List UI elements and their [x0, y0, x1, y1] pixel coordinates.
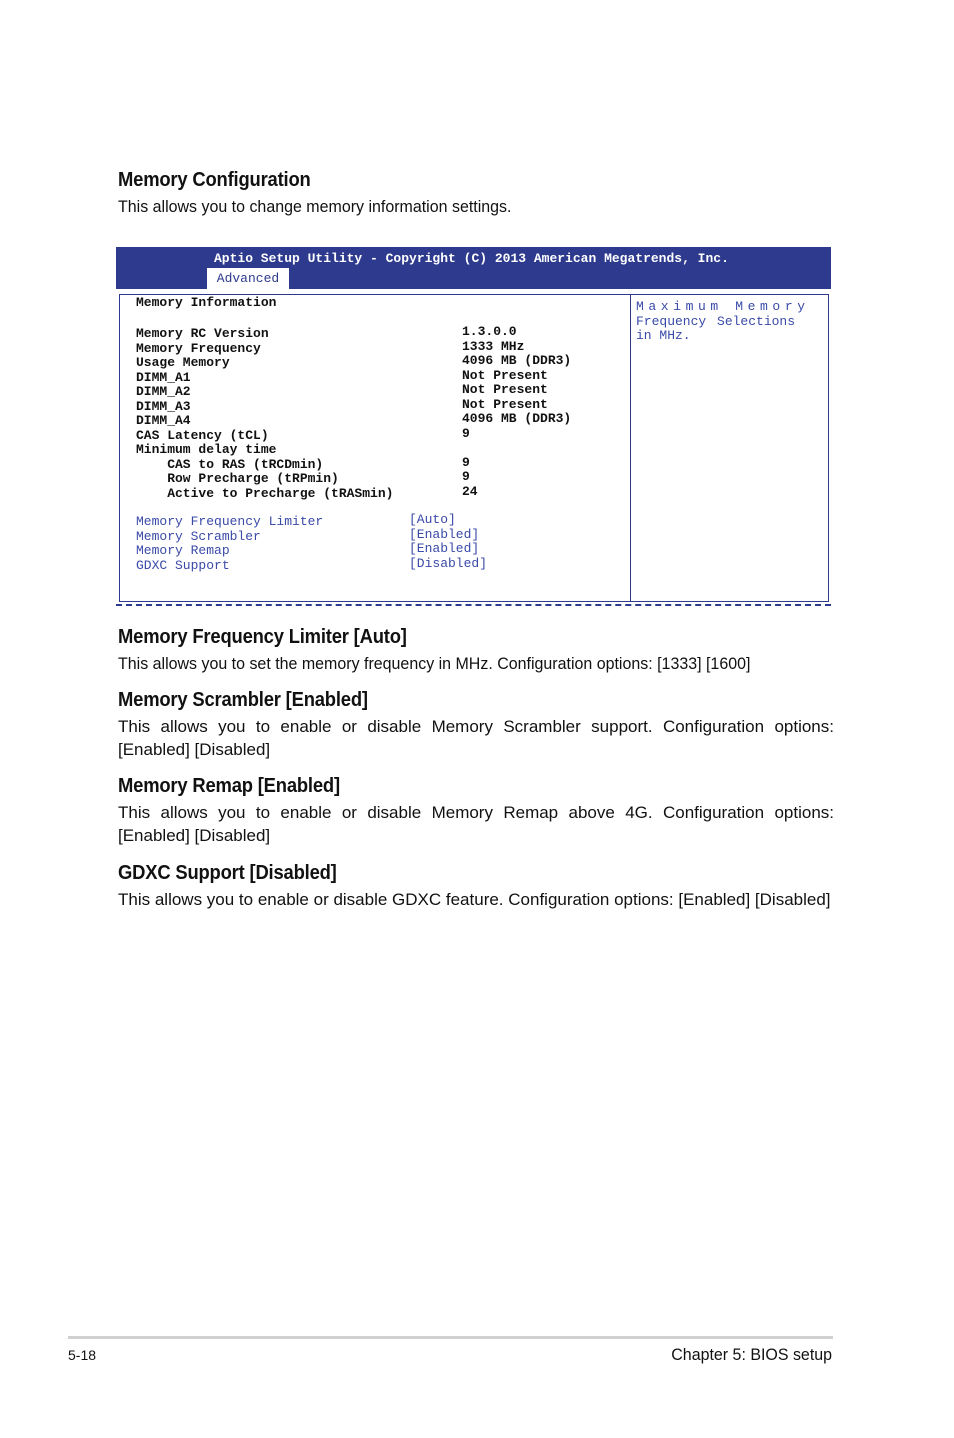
- info-label: Minimum delay time: [136, 442, 277, 457]
- info-value: 24: [462, 483, 478, 499]
- setting-memory-frequency-limiter[interactable]: [136, 512, 456, 529]
- help-text: in MHz.: [636, 328, 691, 343]
- item-text: This allows you to enable or disable GDXC feature. Configuration options: [Enabled] [Disabled]: [118, 890, 831, 909]
- item-title: GDXC Support [Disabled]: [118, 862, 337, 884]
- help-panel: [636, 300, 822, 344]
- info-value: 4096 MB (DDR3): [462, 411, 572, 426]
- setting-value: [Disabled]: [409, 555, 488, 571]
- bios-main-panel: [119, 294, 829, 602]
- info-label: DIMM_A4: [136, 413, 191, 428]
- info-value: 9: [462, 469, 470, 484]
- setting-value: [Enabled]: [409, 526, 480, 542]
- info-row: [136, 411, 572, 428]
- bios-title: Aptio Setup Utility - Copyright (C) 2013 American Megatrends, Inc.: [214, 251, 729, 266]
- info-row: [136, 425, 470, 443]
- info-row: [136, 338, 525, 356]
- item-text: This allows you to enable or disable Memory Remap above 4G. Configuration options: [Enabled] [Disabled]: [118, 803, 834, 845]
- item-text: This allows you to set the memory frequency in MHz. Configuration options: [1333] [1600]: [118, 654, 751, 673]
- setting-value: [Enabled]: [409, 541, 480, 556]
- info-value: 1333 MHz: [462, 338, 525, 354]
- info-label: DIMM_A1: [136, 369, 191, 385]
- info-row: [136, 440, 276, 455]
- info-row: [136, 324, 517, 341]
- page-number: 5-18: [68, 1347, 97, 1363]
- setting-label: Memory Frequency Limiter: [136, 514, 324, 529]
- item-text: This allows you to enable or disable Memory Scrambler support. Configuration options: [Enabled] [Disabled]: [118, 717, 834, 759]
- info-label: CAS Latency (tCL): [136, 427, 269, 443]
- section-intro: This allows you to change memory information settings.: [118, 197, 512, 216]
- info-row: [136, 353, 572, 370]
- info-label: Memory Frequency: [136, 340, 261, 356]
- bios-header-bar: [116, 247, 831, 289]
- item-title: Memory Remap [Enabled]: [118, 775, 340, 797]
- info-value: 9: [462, 425, 470, 441]
- info-row: [136, 367, 548, 385]
- section-title: Memory Configuration: [118, 169, 311, 191]
- help-text: Frequency Selections: [636, 313, 796, 329]
- info-label: Memory RC Version: [136, 326, 269, 341]
- footer-divider: [68, 1336, 833, 1339]
- setting-label: Memory Remap: [136, 543, 230, 558]
- info-value: 9: [462, 454, 470, 470]
- info-row: [136, 483, 478, 501]
- info-row: [136, 396, 548, 414]
- info-value: Not Present: [462, 367, 548, 383]
- info-label: CAS to RAS (tRCDmin): [136, 456, 324, 472]
- setting-value: [Auto]: [409, 512, 456, 527]
- help-text: Maximum Memory: [636, 299, 810, 314]
- setting-memory-scrambler[interactable]: [136, 526, 480, 544]
- info-value: 1.3.0.0: [462, 324, 517, 339]
- info-value: Not Present: [462, 396, 548, 412]
- info-row: [136, 454, 470, 472]
- info-value: Not Present: [462, 382, 548, 397]
- info-row: [136, 382, 548, 399]
- setting-memory-remap[interactable]: [136, 541, 480, 558]
- memory-information-header: Memory Information: [136, 295, 277, 310]
- tab-advanced[interactable]: Advanced: [207, 268, 289, 289]
- item-title: Memory Frequency Limiter [Auto]: [118, 626, 407, 648]
- item-title: Memory Scrambler [Enabled]: [118, 689, 368, 711]
- info-label: DIMM_A3: [136, 398, 191, 414]
- info-label: DIMM_A2: [136, 384, 191, 399]
- setting-gdxc-support[interactable]: [136, 555, 488, 573]
- info-row: [136, 469, 470, 486]
- panel-divider: [630, 295, 631, 601]
- setting-label: Memory Scrambler: [136, 528, 261, 544]
- setting-label: GDXC Support: [136, 557, 230, 573]
- info-label: Row Precharge (tRPmin): [136, 471, 339, 486]
- bios-screenshot: [116, 247, 831, 609]
- bios-bottom-border: [116, 604, 831, 606]
- info-label: Usage Memory: [136, 355, 230, 370]
- info-value: 4096 MB (DDR3): [462, 353, 572, 368]
- info-label: Active to Precharge (tRASmin): [136, 485, 394, 501]
- chapter-label: Chapter 5: BIOS setup: [671, 1345, 832, 1364]
